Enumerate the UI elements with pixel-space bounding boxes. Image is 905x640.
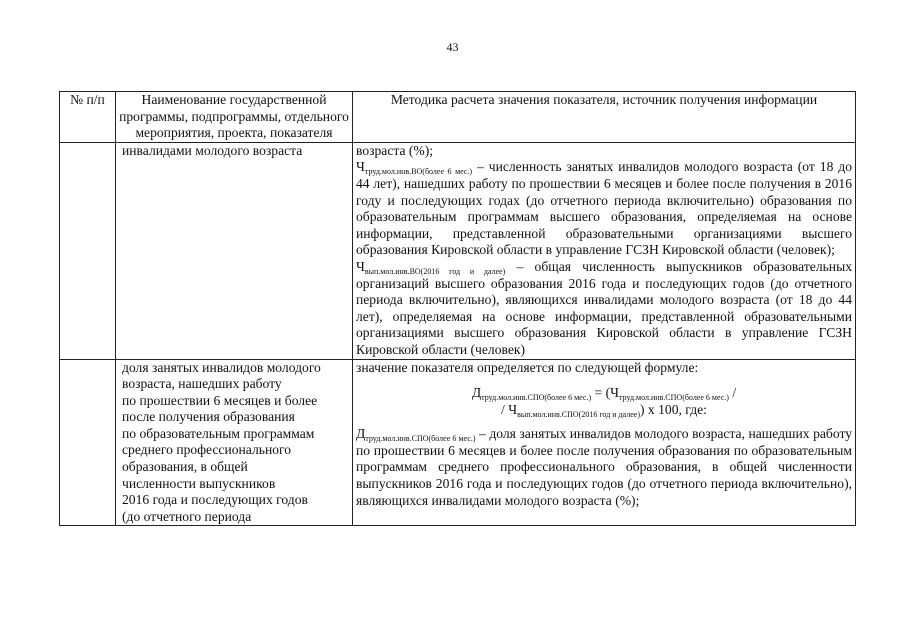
row-num-cell	[60, 359, 116, 526]
table-header-row	[60, 92, 856, 143]
name-line: образования, в общей	[122, 459, 248, 475]
symbol-subscript: труд.мол.инв.СПО(более 6 мес.)	[365, 434, 476, 444]
name-line: по образовательным программам	[122, 425, 315, 441]
header-num: № п/п	[60, 92, 116, 143]
table-row	[60, 359, 856, 526]
name-line: 2016 года и последующих годов	[122, 492, 308, 508]
symbol-subscript: труд.мол.инв.ВО(более 6 мес.)	[364, 167, 473, 177]
indicator-table	[59, 91, 856, 526]
symbol: Ч	[356, 258, 365, 274]
method-intro: значение показателя определяется по следующей формуле:	[356, 359, 699, 375]
formula-denominator-prefix: / Ч	[501, 401, 518, 417]
row-num-cell	[60, 142, 116, 359]
page-number: 43	[446, 40, 459, 54]
formula-line-1	[356, 385, 852, 402]
definition-graduates-vo	[356, 259, 852, 359]
formula	[356, 385, 852, 418]
indicator-name-cell: инвалидами молодого возраста	[116, 142, 353, 359]
definition-text: – общая численность выпускников образовательных организаций высшего образования 2016 года и последующих годов (до отчетного периода включительно), являющихся инвалидами молодого возраста (от 18 до 44 лет), определяемая на основе информации, представленной образовательными организациями высшего образования Кировской области в управление ГСЗН Кировской области (человек)	[356, 258, 853, 357]
symbol: Ч	[356, 159, 365, 175]
name-line: возраста, нашедших работу	[122, 376, 282, 392]
formula-equals: = (Ч	[591, 385, 619, 401]
method-intro: возраста (%);	[356, 142, 434, 158]
symbol-subscript: вып.мол.инв.ВО(2016 год и далее)	[364, 266, 506, 276]
method-cell	[353, 142, 856, 359]
name-line: после получения образования	[122, 409, 295, 425]
indicator-name-cell	[116, 359, 353, 526]
formula-slash: /	[728, 385, 737, 401]
method-cell	[353, 359, 856, 526]
definition-share-spo	[356, 426, 852, 509]
formula-lhs-symbol: Д	[471, 385, 482, 401]
header-name: Наименование государственной программы, подпрограммы, отдельного мероприятия, проекта, показателя	[116, 92, 353, 143]
name-line: доля занятых инвалидов молодого	[122, 359, 321, 375]
definition-text: – доля занятых инвалидов молодого возраста, нашедших работу по прошествии 6 месяцев и более после получения образования по образовательным программам среднего профессионального образования, в общей численности выпускников 2016 года и последующих годов (до отчетного периода включительно), являющихся инвалидами молодого возраста (%);	[356, 426, 853, 508]
table-row	[60, 142, 856, 359]
name-line: среднего профессионального	[122, 442, 292, 458]
header-method: Методика расчета значения показателя, источник получения информации	[353, 92, 856, 143]
name-line: по прошествии 6 месяцев и более	[122, 392, 318, 408]
formula-lhs-subscript: труд.мол.инв.СПО(более 6 мес.)	[481, 393, 592, 403]
name-line: (до отчетного периода	[122, 508, 252, 524]
symbol: Д	[356, 426, 366, 442]
formula-line-2	[356, 402, 852, 419]
formula-denominator-subscript: вып.мол.инв.СПО(2016 год и далее)	[517, 409, 640, 419]
formula-tail: ) х 100, где:	[640, 401, 707, 417]
formula-numerator-subscript: труд.мол.инв.СПО(более 6 мес.)	[618, 393, 729, 403]
definition-employed-vo	[356, 159, 852, 259]
name-line: численности выпускников	[122, 475, 276, 491]
definition-text: – численность занятых инвалидов молодого возраста (от 18 до 44 лет), нашедших работу по прошествии 6 месяцев и более после получения в 2016 году и последующих годах (до отчетного периода включительно) образования по образовательным программам высшего образования, определяемая на основе информации, представленной образовательными организациями высшего образования Кировской области в управление ГСЗН Кировской области (человек);	[356, 159, 852, 258]
